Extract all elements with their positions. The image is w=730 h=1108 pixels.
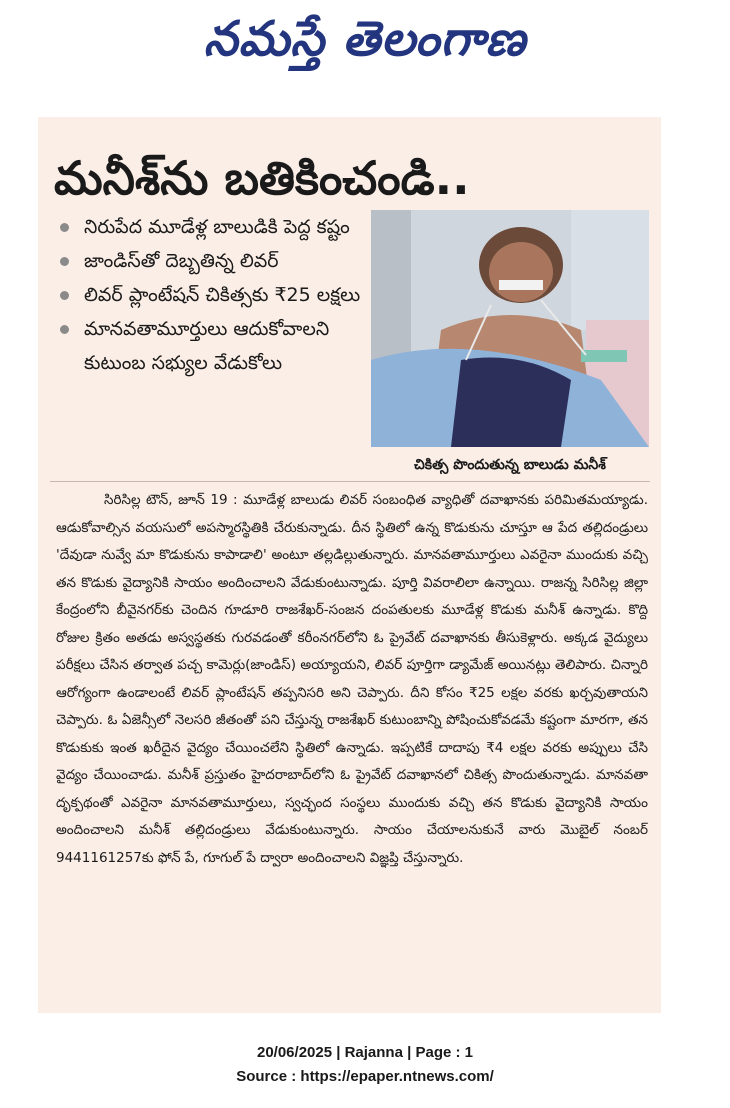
article-clipping [38,117,661,1013]
hospital-bed-illustration [371,210,649,447]
bullet-item [56,244,366,278]
bullet-item [56,312,366,380]
bullet-text: లివర్ ప్లాంటేషన్ చికిత్సకు ₹25 లక్షలు [84,284,361,306]
highlight-bullets [56,210,366,380]
article-headline: మనీశ్‌ను బతికించండి.. [54,151,470,205]
bullet-text: జాండిస్‌తో దెబ్బతిన్న లివర్ [84,250,279,272]
bullet-item [56,210,366,244]
photo-caption: చికిత్స పొందుతున్న బాలుడు మనీశ్ [414,457,606,473]
bullet-text: మానవతామూర్తులు ఆదుకోవాలని కుటుంబ సభ్యుల వేడుకోలు [84,318,330,374]
bullet-dot-icon [60,223,69,232]
bullet-dot-icon [60,325,69,334]
bullet-dot-icon [60,257,69,266]
bullet-text: నిరుపేద మూడేళ్ల బాలుడికి పెద్ద కష్టం [84,216,350,238]
footer-source: Source : https://epaper.ntnews.com/ [236,1068,494,1085]
patient-photo [371,210,649,447]
footer-date-edition: 20/06/2025 | Rajanna | Page : 1 [256,1044,473,1061]
bullet-dot-icon [60,291,69,300]
divider [50,481,650,482]
newspaper-masthead: నమస్తే తెలంగాణ [203,11,527,67]
article-body: సిరిసిల్ల టౌన్, జూన్ 19 : మూడేళ్ల బాలుడు లివర్ సంబంధిత వ్యాధితో దవాఖానకు పరిమితమయ్యాడు. ఆడుకోవాల్సిన వయసులో అపస్మారస్థితికి చేరుకున్నాడు. దీన స్థితిలో ఉన్న కొడుకును చూస్తూ ఆ పేద తల్లిదండ్రులు 'దేవుడా నువ్వే మా కొడుకును కాపాడాలి' అంటూ తల్లడిల్లుతున్నారు. మానవతామూర్తులు ఎవరైనా ముందుకు వచ్చి తన కొడుకు వైద్యానికి సాయం అందించాలని వేడుకుంటున్నాడు. పూర్తి వివరాలిలా ఉన్నాయి. రాజన్న సిరిసిల్ల జిల్లా కేంద్రంలోని బీవైనగర్‌కు చెందిన గూడూరి రాజశేఖర్-సంజన దంపతులకు మూడేళ్ల కొడుకు మనీశ్ ఉన్నాడు. కొద్ది రోజుల క్రితం అతడు అస్వస్థతకు గురవడంతో కరీంనగర్‌లోని ఓ ప్రైవేట్ దవాఖానకు తీసుకెళ్లారు. అక్కడ వైద్యులు పరీక్షలు చేసిన తర్వాత పచ్చ కామెర్లు(జాండిస్) అయ్యాయని, లివర్ పూర్తిగా డ్యామేజ్ అయినట్లు తెలిపారు. చిన్నారి ఆరోగ్యంగా ఉండాలంటే లివర్ ప్లాంటేషన్ తప్పనిసరి అని చెప్పారు. దీని కోసం ₹25 లక్షల వరకు ఖర్చవుతాయని చెప్పారు. ఓ ఏజెన్సీలో నెలసరి జీతంతో పని చేస్తున్న రాజశేఖర్ కుటుంబాన్ని పోషించుకోవడమే కష్టంగా మారగా, తన కొడుకుకు ఇంత ఖరీదైన వైద్యం చేయించలేని స్థితిలో ఉన్నాడు. ఇప్పటికే దాదాపు ₹4 లక్షల వరకు అప్పులు చేసి వైద్యం చేయించాడు. మనీశ్ ప్రస్తుతం హైదరాబాద్‌లోని ఓ ప్రైవేట్ దవాఖానలో చికిత్స పొందుతున్నాడు. మానవతా దృక్పథంతో ఎవరైనా మానవతామూర్తులు, స్వచ్ఛంద సంస్థలు ముందుకు వచ్చి తన కొడుకు వైద్యానికి సాయం అందించాలని మనీశ్ తల్లిదండ్రులు వేడుకుంటున్నారు. సాయం చేయాలనుకునే వారు మొబైల్ నంబర్ 9441161257కు ఫోన్ పే, గూగుల్ పే ద్వారా అందించాలని విజ్ఞప్తి చేస్తున్నారు. [56,492,648,866]
bullet-item [56,278,366,312]
